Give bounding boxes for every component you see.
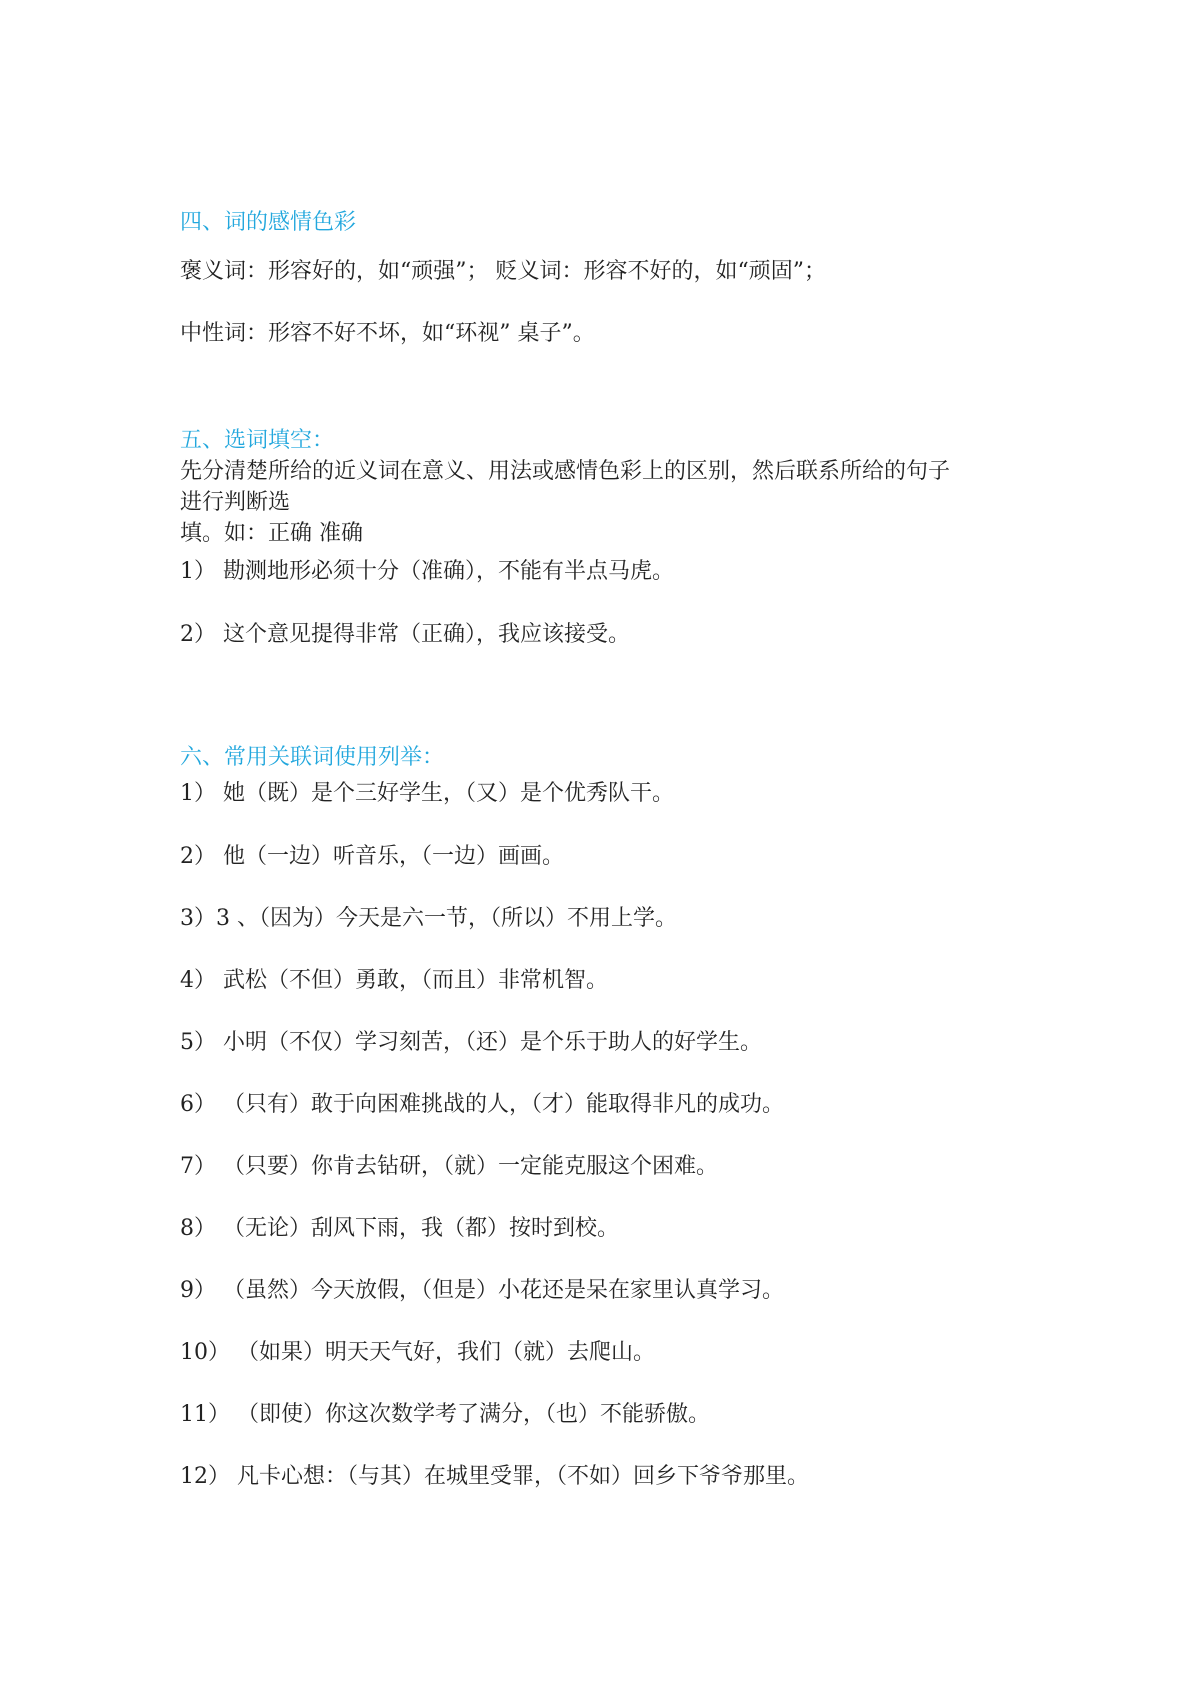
section-5-desc-3: 填。如：正确 准确 [180, 521, 363, 546]
section-5-heading: 五、选词填空： [180, 428, 335, 453]
list-item: 6） （只有）敢于向困难挑战的人，（才）能取得非凡的成功。 [180, 1092, 784, 1117]
list-item: 2） 这个意见提得非常（正确），我应该接受。 [180, 622, 630, 647]
list-item: 1） 她（既）是个三好学生，（又）是个优秀队干。 [180, 781, 674, 806]
list-item: 2） 他（一边）听音乐，（一边）画画。 [180, 844, 564, 869]
list-item: 1） 勘测地形必须十分（准确），不能有半点马虎。 [180, 559, 674, 584]
list-item: 10） （如果）明天天气好，我们（就）去爬山。 [180, 1340, 655, 1365]
list-item: 8） （无论）刮风下雨，我（都）按时到校。 [180, 1216, 619, 1241]
list-item: 3）3 、（因为）今天是六一节，（所以）不用上学。 [180, 906, 677, 931]
list-item: 5） 小明（不仅）学习刻苦，（还）是个乐于助人的好学生。 [180, 1030, 762, 1055]
list-item: 11） （即使）你这次数学考了满分，（也）不能骄傲。 [180, 1402, 710, 1427]
list-item: 12） 凡卡心想：（与其）在城里受罪，（不如）回乡下爷爷那里。 [180, 1464, 809, 1489]
section-4-line-2: 中性词：形容不好不坏，如“环视” 桌子”。 [180, 321, 595, 346]
list-item: 9） （虽然）今天放假，（但是）小花还是呆在家里认真学习。 [180, 1278, 784, 1303]
section-5-desc-1: 先分清楚所给的近义词在意义、用法或感情色彩上的区别，然后联系所给的句子 [180, 459, 951, 484]
section-4-heading: 四、词的感情色彩 [180, 210, 357, 235]
list-item: 4） 武松（不但）勇敢，（而且）非常机智。 [180, 968, 608, 993]
list-item: 7） （只要）你肯去钻研，（就）一定能克服这个困难。 [180, 1154, 718, 1179]
section-4-line-1: 褒义词：形容好的，如“顽强”； 贬义词：形容不好的，如“顽固”； [180, 259, 826, 284]
section-5-desc-2: 进行判断选 [180, 490, 291, 515]
section-6-heading: 六、常用关联词使用列举： [180, 745, 445, 770]
